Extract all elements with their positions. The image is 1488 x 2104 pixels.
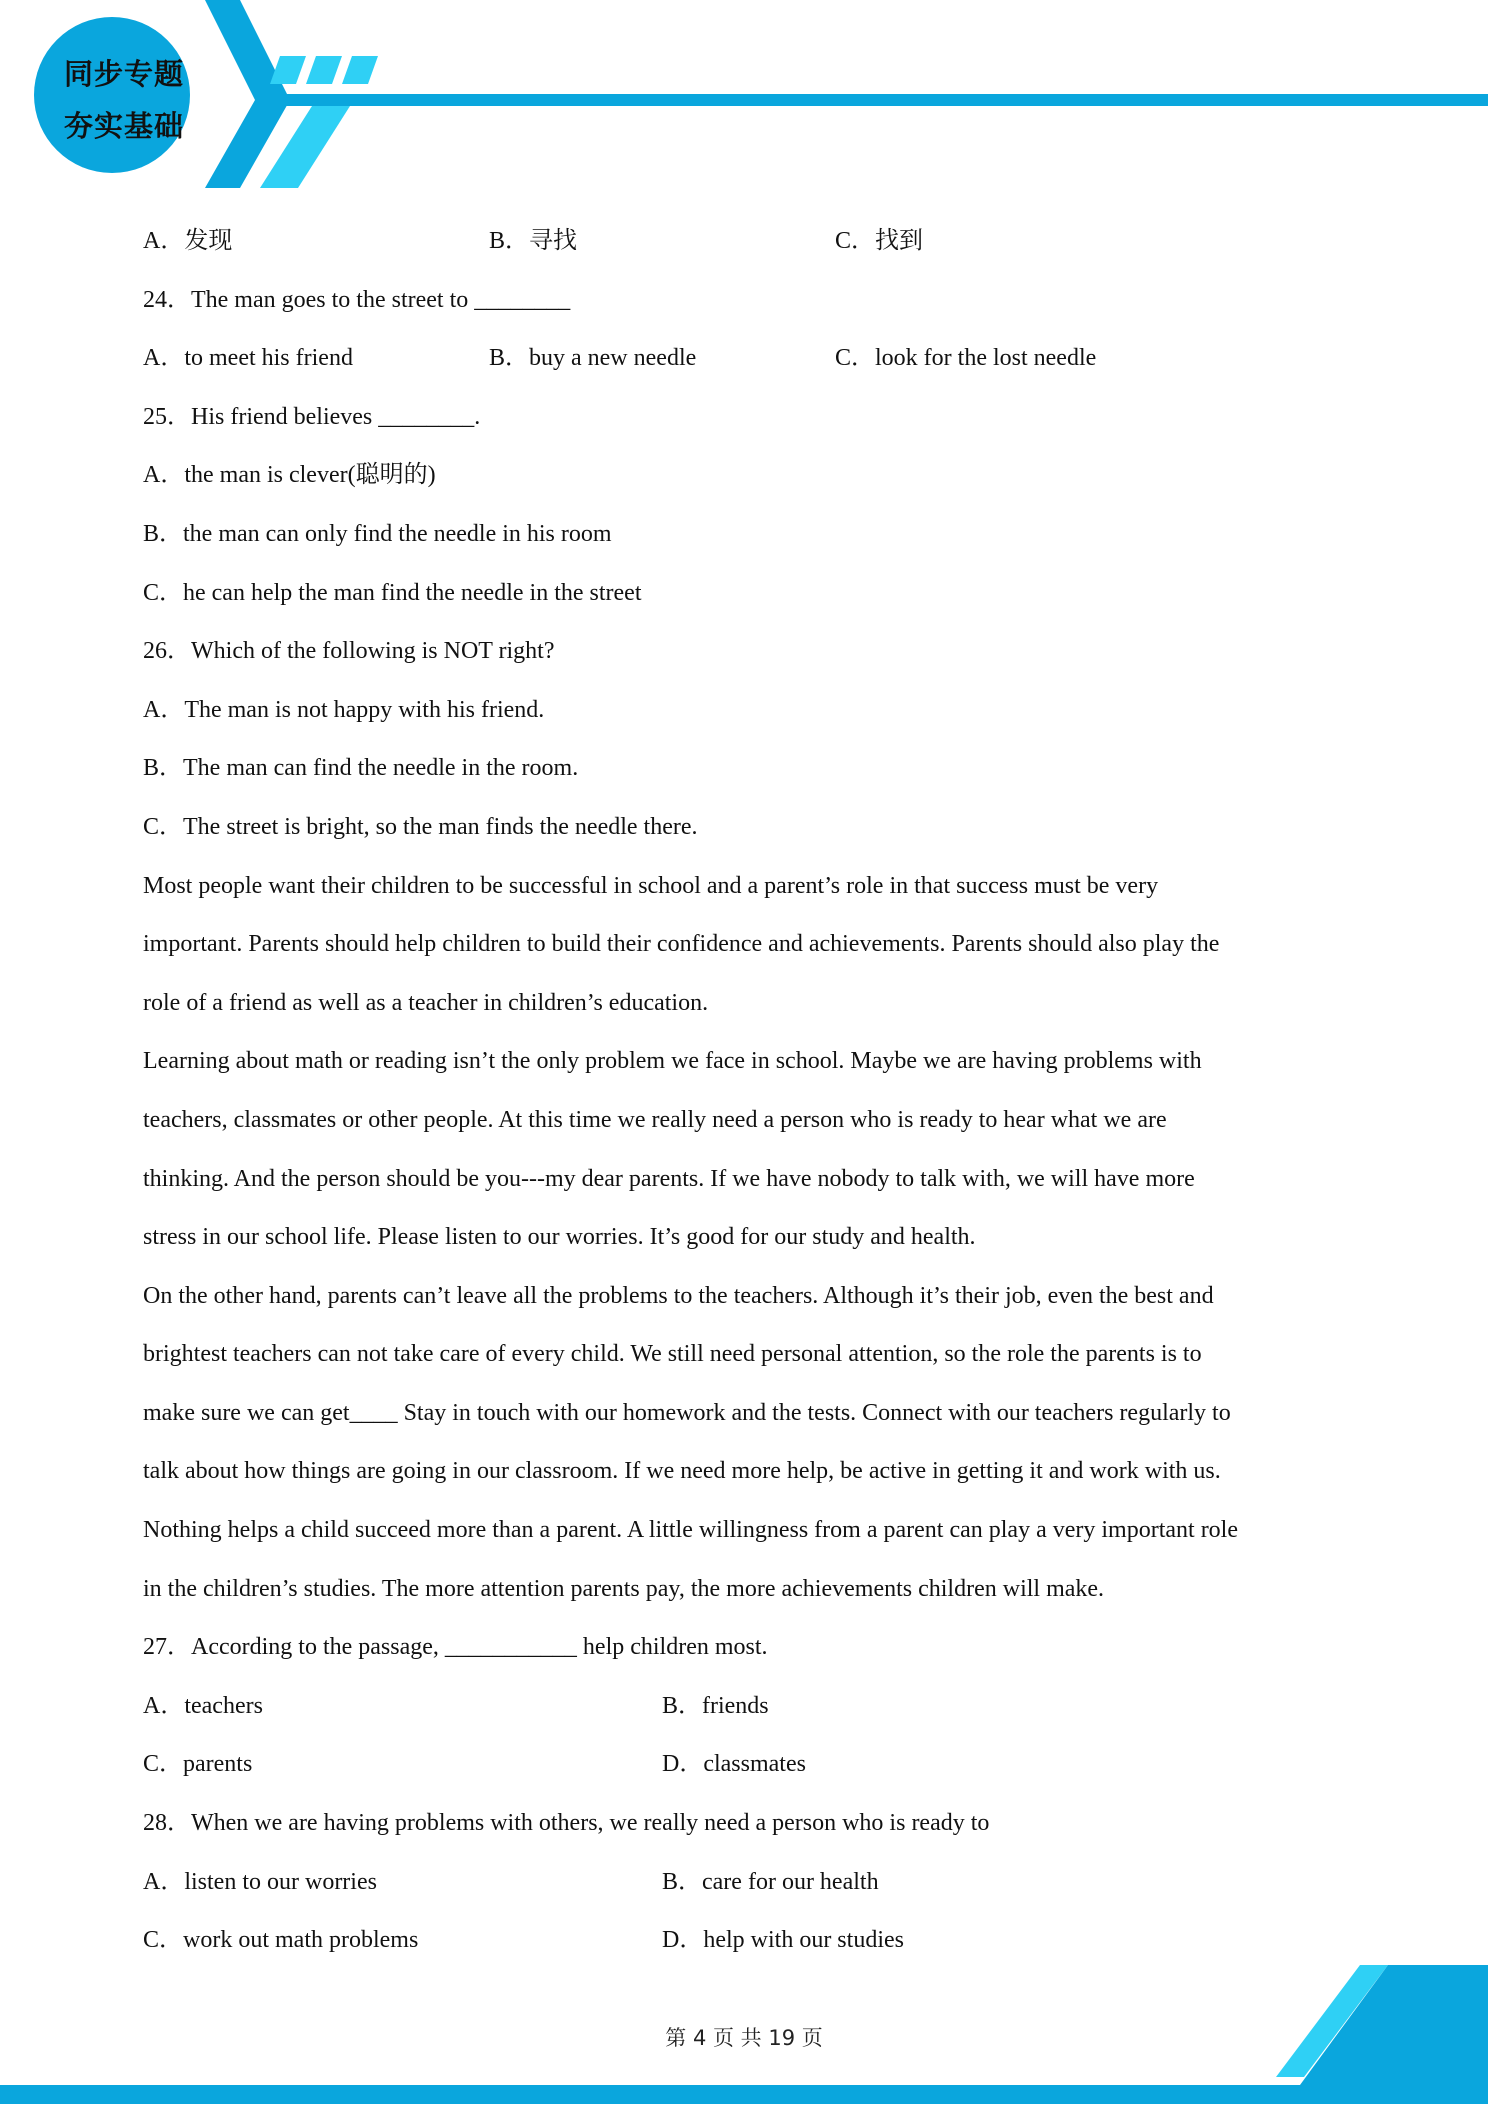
q23-option-c: C．找到 [835,228,924,254]
passage-line: Nothing helps a child succeed more than a parent. A little willingness from a parent can play a very important role [143,1517,1238,1544]
q24-option-a: A．to meet his friend [143,345,353,372]
badge-title-line2: 夯实基础 [63,109,184,143]
passage-line: Most people want their children to be successful in school and a parent’s role in that success must be very [143,872,1159,899]
header-chevron [205,0,290,188]
q24-stem: 24．The man goes to the street to ________ [143,286,571,313]
passage-line: thinking. And the person should be you---my dear parents. If we have nobody to talk with, we will have more [143,1165,1195,1192]
q28-option-a: A．listen to our worries [143,1868,377,1895]
q24-option-c: C．look for the lost needle [835,345,1097,372]
passage-line: teachers, classmates or other people. At this time we really need a person who is ready to hear what we are [143,1106,1167,1133]
q28-option-b: B．care for our health [662,1868,879,1895]
passage-line: Learning about math or reading isn’t the only problem we face in school. Maybe we are having problems with [143,1048,1202,1075]
q28-option-c: C．work out math problems [143,1927,419,1954]
header-dash-2 [306,56,342,84]
header-banner [0,0,1488,200]
passage-line: in the children’s studies. The more attention parents pay, the more achievements children will make. [143,1575,1105,1602]
q26-stem: 26．Which of the following is NOT right? [143,638,555,665]
footer-decoration [0,1955,1488,2104]
q27-option-a: A．teachers [143,1692,263,1719]
q27-options-row2 [143,1735,1363,1794]
q25-stem: 25．His friend believes ________. [143,403,481,430]
q23-option-b: B．寻找 [489,228,578,254]
q24-option-b: B．buy a new needle [489,345,697,372]
header-badge-circle [34,17,190,173]
reading-passage [143,857,1363,1619]
q27-options-row1 [143,1677,1363,1736]
q27-option-c: C．parents [143,1751,253,1778]
passage-line: brightest teachers can not take care of every child. We still need personal attention, so the role the parents is to [143,1341,1202,1368]
document-body [143,212,1363,1970]
header-dash-1 [270,56,306,84]
passage-line: stress in our school life. Please listen to our worries. It’s good for our study and health. [143,1224,976,1251]
passage-line: On the other hand, parents can’t leave all the problems to the teachers. Although it’s their job, even the best and [143,1282,1214,1309]
passage-line: make sure we can get____ Stay in touch with our homework and the tests. Connect with our teachers regularly to [143,1399,1231,1426]
q27-option-b: B．friends [662,1692,769,1719]
q24-options [143,329,1363,388]
header-stripe [255,94,1488,106]
footer-stripe [0,2085,1488,2104]
passage-line: important. Parents should help children to build their confidence and achievements. Parents should also play the [143,931,1220,958]
badge-title-line1: 同步专题 [63,57,184,91]
q26-option-a: A．The man is not happy with his friend. [143,696,545,723]
q23-option-a: A．发现 [143,228,233,254]
page-number: 第 4 页 共 19 页 [665,2026,823,2050]
q25-option-c: C．he can help the man find the needle in the street [143,579,642,606]
q26-option-b: B．The man can find the needle in the room. [143,755,579,782]
q25-option-a: A．the man is clever(聪明的) [143,462,436,489]
q28-options-row1 [143,1853,1363,1912]
passage-line: role of a friend as well as a teacher in children’s education. [143,989,709,1016]
passage-line: talk about how things are going in our classroom. If we need more help, be active in getting it and work with us. [143,1458,1221,1485]
q28-stem: 28．When we are having problems with others, we really need a person who is ready to [143,1810,990,1837]
header-dash-3 [342,56,378,84]
q25-option-b: B．the man can only find the needle in his room [143,520,612,547]
q26-option-c: C．The street is bright, so the man finds the needle there. [143,813,698,840]
q27-option-d: D．classmates [662,1751,806,1778]
q27-stem: 27．According to the passage, ___________ help children most. [143,1634,768,1661]
q23-options [143,212,1363,271]
q28-option-d: D．help with our studies [662,1927,904,1954]
